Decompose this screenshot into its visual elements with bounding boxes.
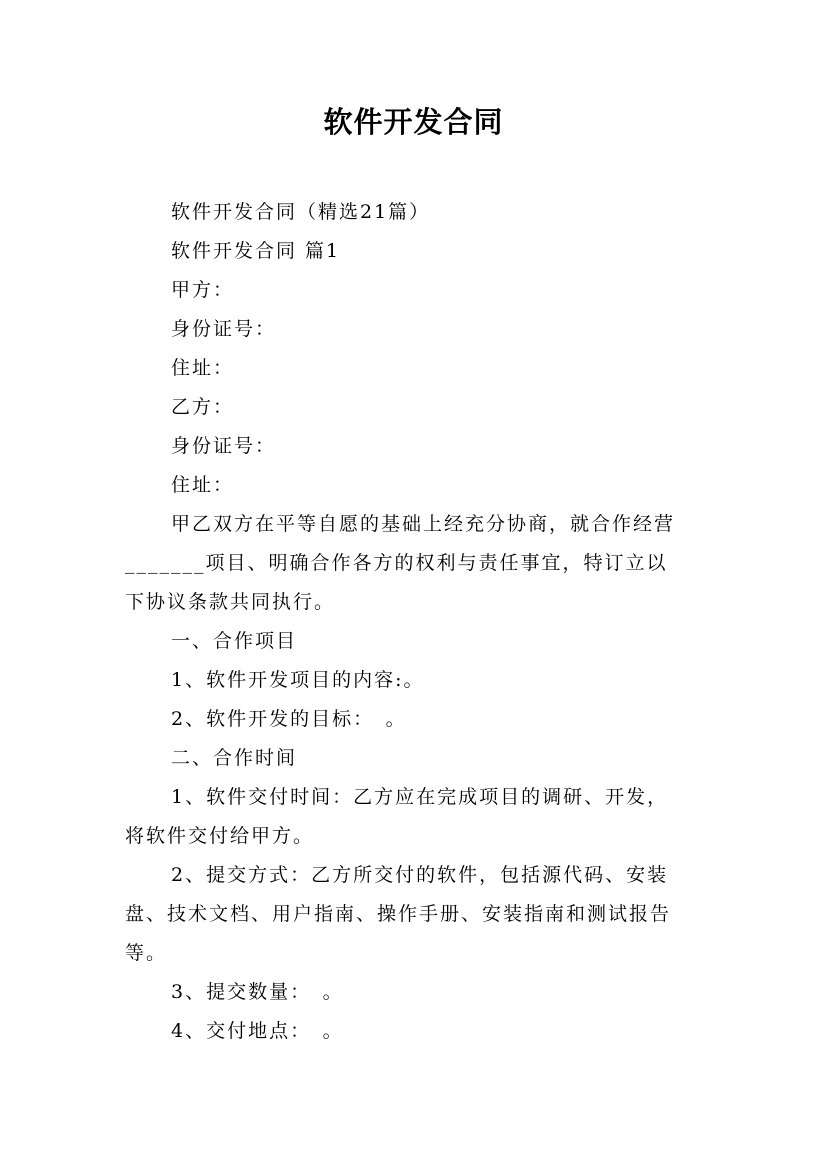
section-1-item-1: 1、软件开发项目的内容:。: [171, 669, 425, 691]
party-a-id-label: 身份证号：: [171, 318, 277, 340]
party-b-id-label: 身份证号：: [171, 435, 277, 457]
chapter-heading: 软件开发合同 篇1: [171, 240, 341, 262]
section-2-item-3: 3、提交数量： 。: [171, 981, 344, 1003]
intro-paragraph-line-1: 甲乙双方在平等自愿的基础上经充分协商，就合作经营: [171, 513, 676, 535]
party-b-address-label: 住址：: [171, 474, 235, 496]
section-1-item-2: 2、软件开发的目标： 。: [171, 708, 407, 730]
document-body: [125, 193, 705, 1051]
section-2-item-2-line-1: 2、提交方式：乙方所交付的软件，包括源代码、安装: [171, 864, 669, 886]
document-title: 软件开发合同: [323, 105, 504, 139]
party-a-address-label: 住址：: [171, 357, 235, 379]
section-1-heading: 一、合作项目: [171, 630, 298, 652]
section-2-item-1-line-1: 1、软件交付时间：乙方应在完成项目的调研、开发，: [171, 786, 669, 808]
party-b-label: 乙方：: [171, 396, 235, 418]
section-2-item-2-line-2: 盘、技术文档、用户指南、操作手册、安装指南和测试报告: [125, 903, 672, 925]
section-2-item-4: 4、交付地点： 。: [171, 1020, 344, 1042]
section-2-item-1-line-2: 将软件交付给甲方。: [125, 825, 315, 847]
section-2-heading: 二、合作时间: [171, 747, 298, 769]
section-2-item-2-line-3: 等。: [125, 942, 168, 964]
intro-paragraph-line-2: _______项目、明确合作各方的权利与责任事宜，特订立以: [125, 552, 668, 574]
intro-paragraph-line-3: 下协议条款共同执行。: [125, 591, 336, 613]
subtitle-line: 软件开发合同（精选21篇）: [171, 201, 431, 223]
party-a-label: 甲方：: [171, 279, 235, 301]
